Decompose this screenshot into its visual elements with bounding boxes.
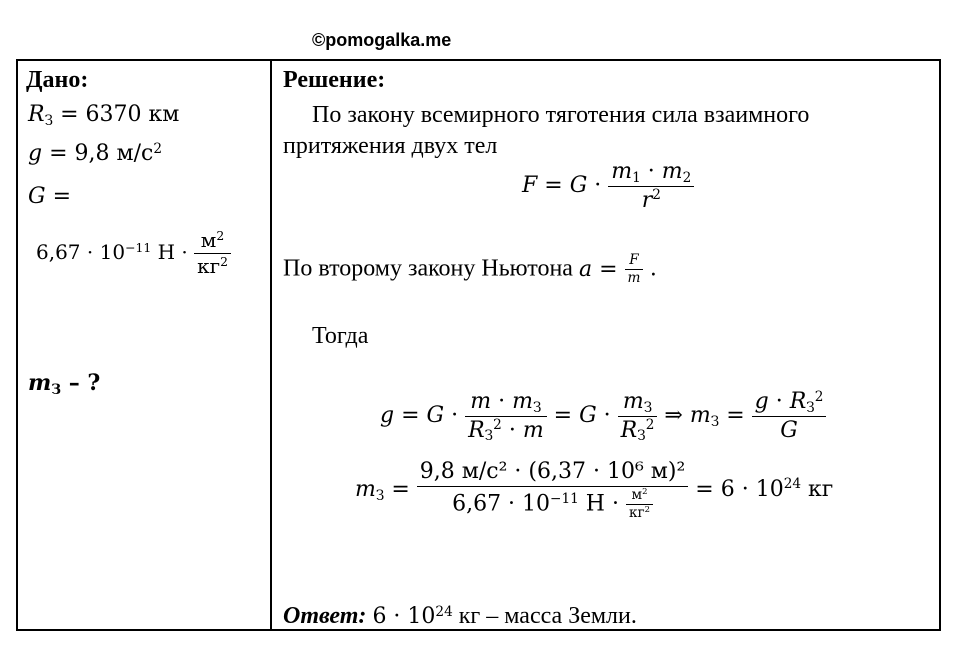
- solution-heading: Решение:: [283, 67, 386, 93]
- given-heading: Дано:: [26, 67, 89, 93]
- law-text-line1: По закону всемирного тяготения сила взаимного: [312, 102, 810, 128]
- given-G-value: $6,67 \cdot 10^{-11}$ Н · $\frac{м^2}{кг^2}$: [36, 228, 231, 279]
- given-G-label: G =: [28, 184, 72, 209]
- given-gravity: g = 9,8 $м/с^2$: [28, 140, 163, 166]
- watermark: ©pomogalka.me: [312, 30, 452, 50]
- then-text: Тогда: [312, 323, 369, 349]
- gravity-law-formula: F = G · $\frac{m_1 \cdot m_2}{r^2}$: [522, 158, 694, 214]
- newton-law-line: По второму закону Ньютона a = $\frac{F}{m}$ .: [283, 252, 657, 287]
- column-divider: [270, 59, 272, 631]
- answer-line: Ответ: $6 \cdot 10^{24}$ кг – масса Земли.: [283, 603, 637, 629]
- law-text-line2: притяжения двух тел: [283, 133, 498, 159]
- derivation-formula: g = G · $\frac{m \cdot m_З}{R_З^2 \cdot m}$ = G · $\frac{m_З}{R_З^2}$ ⇒ $m_З$ = $\frac{g \cdot R_З^2}{G}$: [380, 388, 826, 444]
- given-earth-radius: $R_З = 6370$ км: [28, 102, 180, 129]
- calculation-formula: $m_З$ = 9,8 м/с² · (6,37 · 10⁶ м)² $6,67 \cdot 10^{-11}$ Н · $\frac{м^2}{кг^2}$ = $6 \cdot 10^{24}$ кг: [355, 459, 834, 521]
- unknown-mass: $m_З$ – ?: [28, 370, 101, 398]
